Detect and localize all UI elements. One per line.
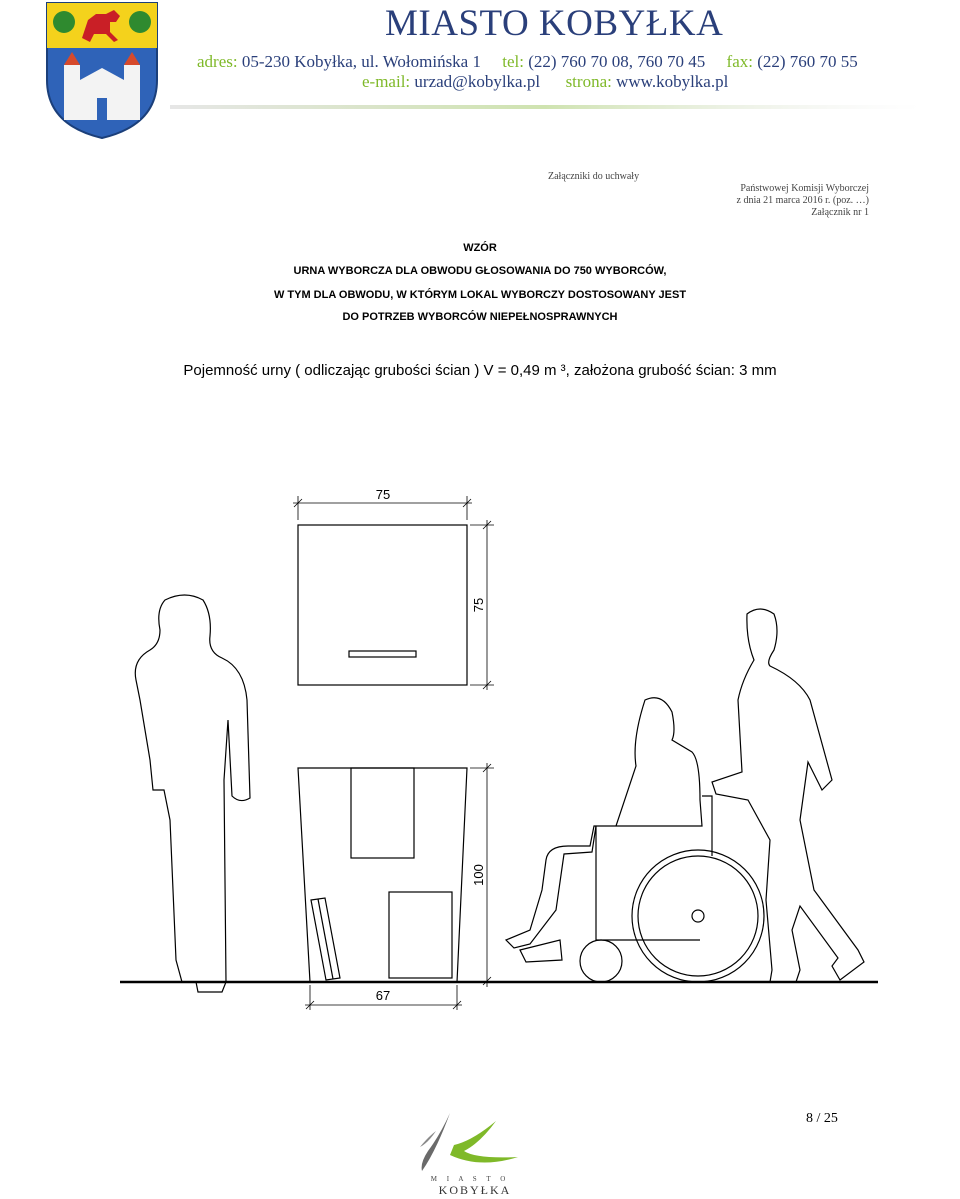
ballot-box-body xyxy=(298,768,467,982)
fax-value: (22) 760 70 55 xyxy=(757,52,858,71)
page-current: 8 xyxy=(806,1111,813,1126)
kobylka-logo-icon xyxy=(410,1105,530,1177)
header-contact-row xyxy=(197,52,858,72)
dim-body-height-label: 100 xyxy=(471,864,486,886)
tel-value: (22) 760 70 08, 760 70 45 xyxy=(528,52,706,71)
pusher-person-silhouette xyxy=(712,609,864,982)
title-line-2: W TYM DLA OBWODU, W KTÓRYM LOKAL WYBORCZY DOSTOSOWANY JEST xyxy=(273,289,687,301)
wheelchair-user-silhouette xyxy=(506,698,764,982)
address-value: 05-230 Kobyłka, ul. Wołomińska 1 xyxy=(241,52,481,71)
page-number xyxy=(806,1111,838,1127)
ballot-box-lid xyxy=(298,525,467,685)
dim-base-width-label: 67 xyxy=(375,988,391,1003)
dim-top-width-label: 75 xyxy=(375,487,391,502)
address-label: adres: xyxy=(197,52,238,71)
footer-logo-small-text: M I A S T O xyxy=(430,1175,510,1183)
town-name: MIASTO KOBYŁKA xyxy=(385,3,724,44)
ballot-box-drawing xyxy=(0,480,960,1010)
town-crest-icon xyxy=(44,0,160,140)
footer-logo-name: KOBYŁKA xyxy=(438,1183,512,1197)
header-divider xyxy=(170,103,920,111)
standing-person-silhouette xyxy=(135,595,250,992)
header-web-row xyxy=(362,72,728,92)
fax-label: fax: xyxy=(726,52,753,71)
attachment-line-4: Załącznik nr 1 xyxy=(811,207,869,218)
attachment-line-1: Załączniki do uchwały xyxy=(548,171,640,182)
title-line-3: DO POTRZEB WYBORCÓW NIEPEŁNOSPRAWNYCH xyxy=(342,311,618,323)
page-total: 25 xyxy=(823,1111,838,1126)
attachment-line-3: z dnia 21 marca 2016 r. (poz. …) xyxy=(736,195,869,206)
capacity-text: Pojemność urny ( odliczając grubości ścian ) V = 0,49 m ³, założona grubość ścian: 3 mm xyxy=(183,362,777,379)
title-wzor: WZÓR xyxy=(463,242,497,254)
email-value[interactable]: urzad@kobylka.pl xyxy=(414,72,541,91)
web-value[interactable]: www.kobylka.pl xyxy=(616,72,729,91)
dim-top-height-label: 75 xyxy=(471,597,486,613)
web-label: strona: xyxy=(565,72,612,91)
page-separator: / xyxy=(816,1111,821,1126)
tel-label: tel: xyxy=(502,52,524,71)
attachment-line-2: Państwowej Komisji Wyborczej xyxy=(740,183,869,194)
email-label: e-mail: xyxy=(362,72,411,91)
title-line-1: URNA WYBORCZA DLA OBWODU GŁOSOWANIA DO 750 WYBORCÓW, xyxy=(293,265,667,277)
